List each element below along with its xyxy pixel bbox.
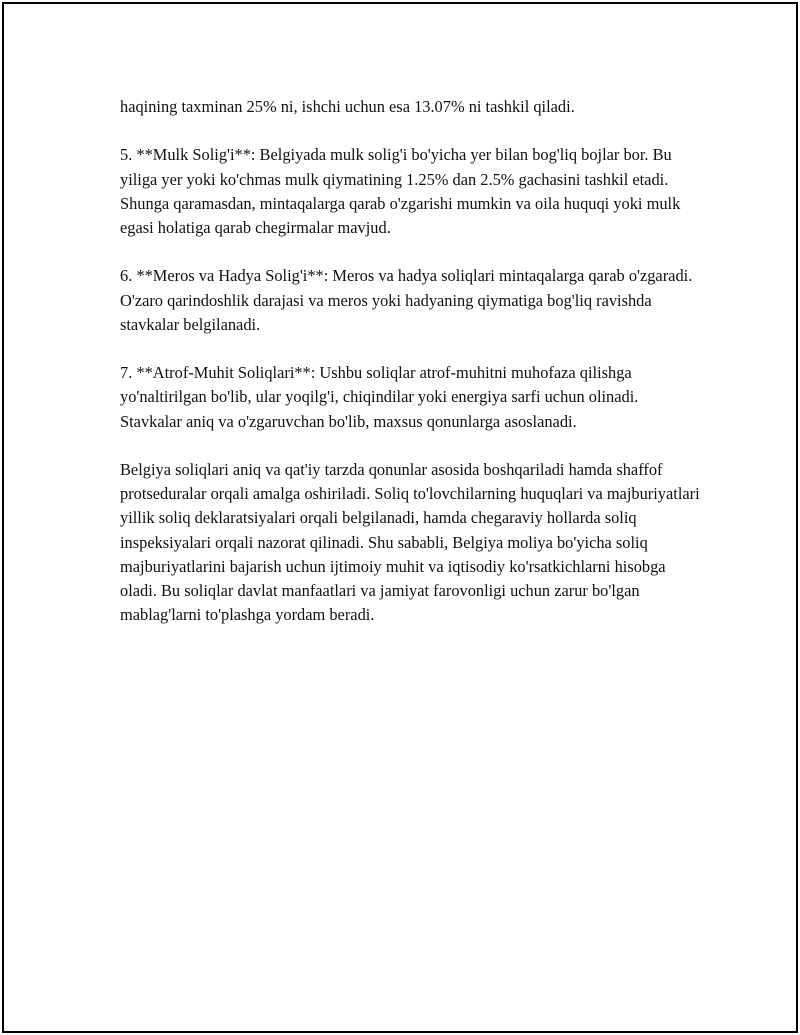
paragraph-environmental-taxes: 7. **Atrof-Muhit Soliqlari**: Ushbu soliqlar atrof-muhitni muhofaza qilishga yo'naltirilgan bo'lib, ular yoqilg'i, chiqindilar yoki energiya sarfi uchun olinadi. Stavkalar aniq va o'zgaruvchan bo'lib, maxsus qonunlarga asoslanadi.: [120, 363, 639, 431]
document-page: [2, 2, 798, 1033]
document-body: [120, 95, 700, 652]
paragraph-continuation: haqining taxminan 25% ni, ishchi uchun esa 13.07% ni tashkil qiladi.: [120, 97, 575, 116]
paragraph-property-tax: 5. **Mulk Solig'i**: Belgiyada mulk solig'i bo'yicha yer bilan bog'liq bojlar bor. Bu yiliga yer yoki ko'chmas mulk qiymatining 1.25% dan 2.5% gachasini tashkil etadi. Shunga qaramasdan, mintaqalarga qarab o'zgarishi mumkin va oila huquqi yoki mulk egasi holatiga qarab chegirmalar mavjud.: [120, 145, 681, 237]
paragraph-conclusion: Belgiya soliqlari aniq va qat'iy tarzda qonunlar asosida boshqariladi hamda shaffof protseduralar orqali amalga oshiriladi. Soliq to'lovchilarning huquqlari va majburiyatlari yillik soliq deklaratsiyalari orqali belgilanadi, hamda chegaraviy hollarda soliq inspeksiyalari orqali nazorat qilinadi. Shu sababli, Belgiya moliya bo'yicha soliq majburiyatlarini bajarish uchun ijtimoiy muhit va iqtisodiy ko'rsatkichlarni hisobga oladi. Bu soliqlar davlat manfaatlari va jamiyat farovonligi uchun zarur bo'lgan mablag'larni to'plashga yordam beradi.: [120, 459, 700, 625]
paragraph-inheritance-gift-tax: 6. **Meros va Hadya Solig'i**: Meros va hadya soliqlari mintaqalarga qarab o'zgaradi. O'zaro qarindoshlik darajasi va meros yoki hadyaning qiymatiga bog'liq ravishda stavkalar belgilanadi.: [120, 266, 693, 334]
